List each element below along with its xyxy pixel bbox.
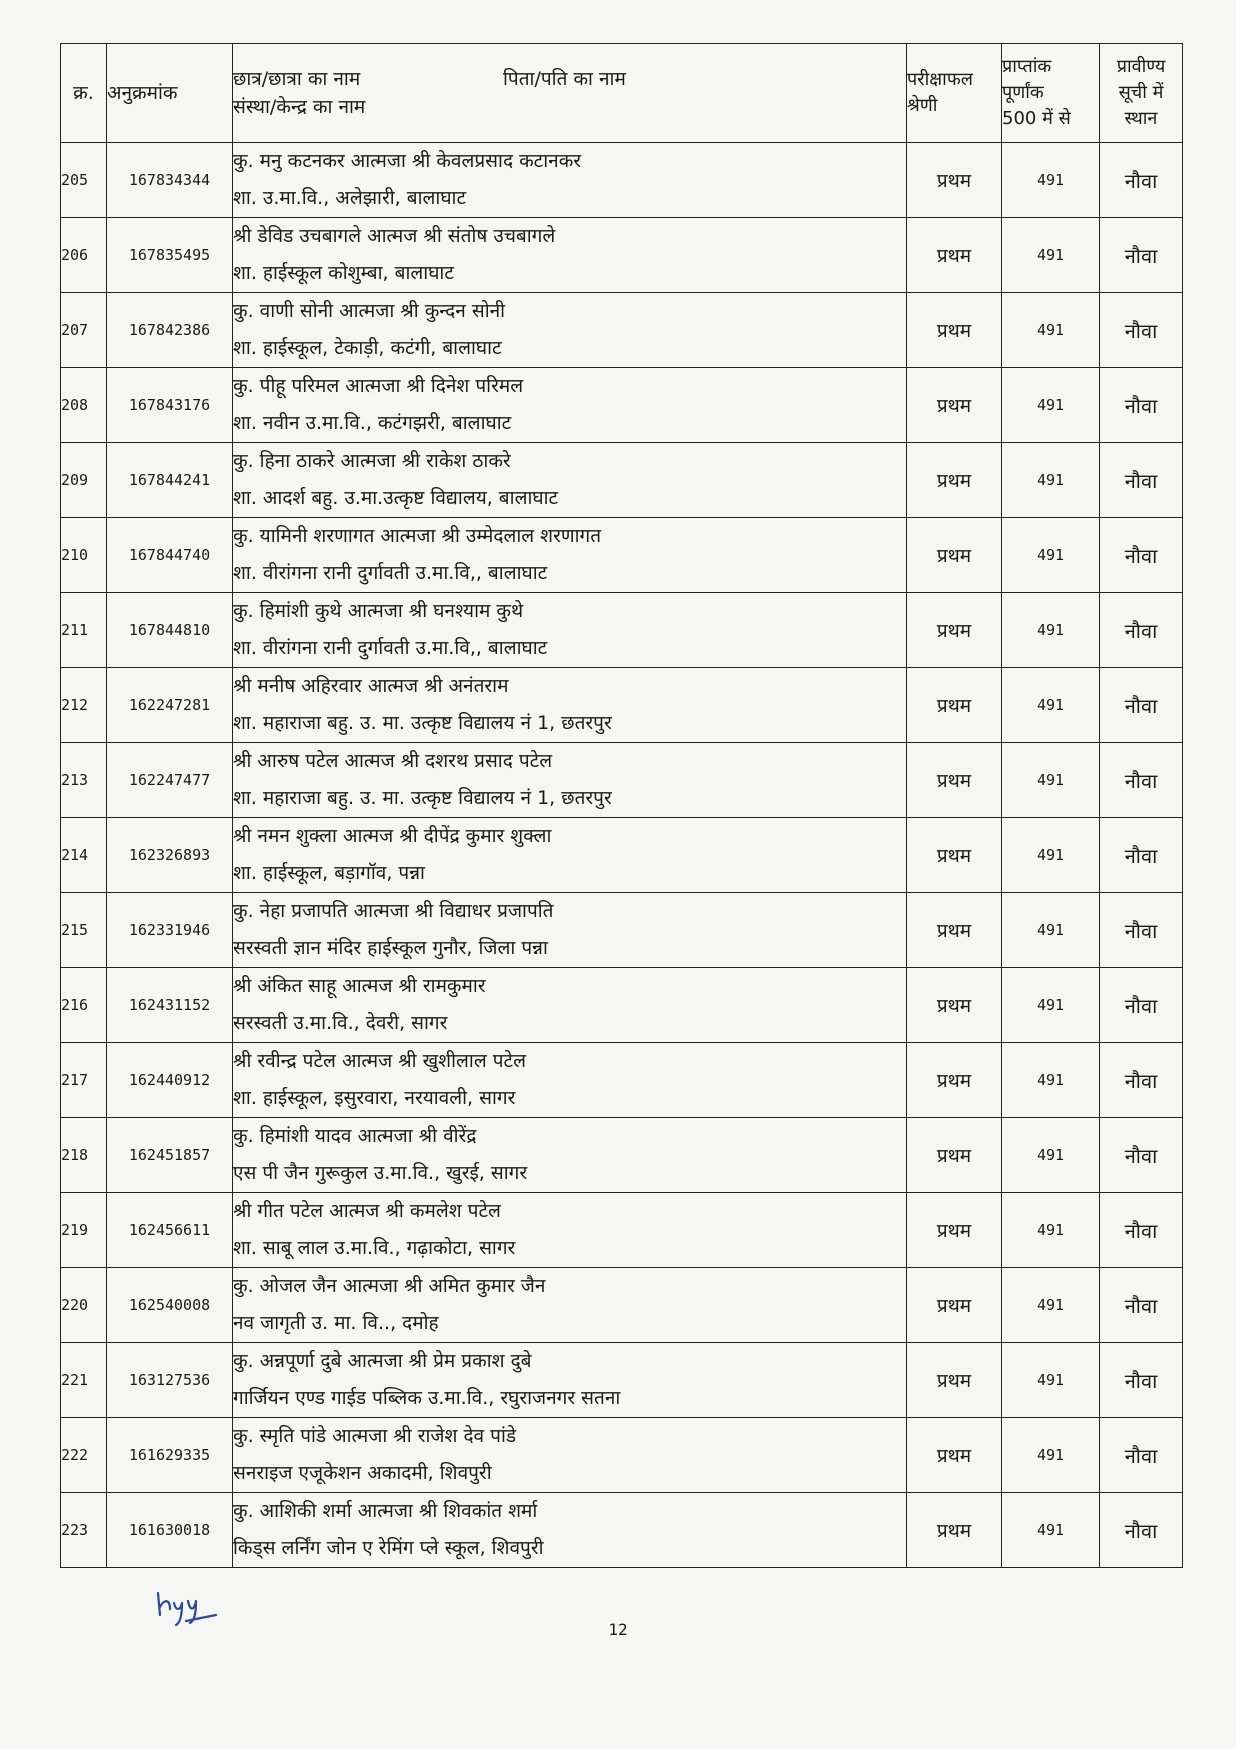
roll-number-cell: 167844241 xyxy=(107,443,233,518)
marks-cell: 491 xyxy=(1002,893,1100,968)
student-name-line: कु. यामिनी शरणागत आत्मजा श्री उम्मेदलाल शरणागत xyxy=(233,525,602,547)
rank-cell: नौवा xyxy=(1100,518,1183,593)
rank-cell: नौवा xyxy=(1100,1493,1183,1568)
serial-cell: 215 xyxy=(61,893,107,968)
division-cell: प्रथम xyxy=(907,293,1002,368)
rank-cell: नौवा xyxy=(1100,593,1183,668)
rank-cell: नौवा xyxy=(1100,443,1183,518)
rank-cell: नौवा xyxy=(1100,743,1183,818)
name-cell xyxy=(233,518,907,593)
roll-number-cell: 162247281 xyxy=(107,668,233,743)
division-cell: प्रथम xyxy=(907,1493,1002,1568)
student-name-line: कु. ओजल जैन आत्मजा श्री अमित कुमार जैन xyxy=(233,1275,546,1297)
name-cell xyxy=(233,293,907,368)
header-row xyxy=(61,44,1183,143)
name-cell xyxy=(233,1493,907,1568)
serial-cell: 222 xyxy=(61,1418,107,1493)
header-rank-line3: स्थान xyxy=(1124,108,1158,129)
rank-cell: नौवा xyxy=(1100,1043,1183,1118)
division-cell: प्रथम xyxy=(907,593,1002,668)
marks-cell: 491 xyxy=(1002,743,1100,818)
division-cell: प्रथम xyxy=(907,518,1002,593)
roll-number-cell: 167842386 xyxy=(107,293,233,368)
serial-cell: 211 xyxy=(61,593,107,668)
table-row xyxy=(61,1268,1183,1343)
serial-cell: 218 xyxy=(61,1118,107,1193)
rank-cell: नौवा xyxy=(1100,143,1183,218)
serial-cell: 212 xyxy=(61,668,107,743)
header-division-line2: श्रेणी xyxy=(907,95,938,116)
student-name-line: कु. हिमांशी यादव आत्मजा श्री वीरेंद्र xyxy=(233,1125,477,1147)
marks-cell: 491 xyxy=(1002,518,1100,593)
student-name-line: श्री मनीष अहिरवार आत्मज श्री अनंतराम xyxy=(233,675,509,697)
header-name-row xyxy=(233,65,906,93)
marks-cell: 491 xyxy=(1002,1418,1100,1493)
name-cell xyxy=(233,1343,907,1418)
table-row xyxy=(61,743,1183,818)
roll-number-cell: 161629335 xyxy=(107,1418,233,1493)
student-name-line: कु. नेहा प्रजापति आत्मजा श्री विद्याधर प्रजापति xyxy=(233,900,554,922)
roll-number-cell: 162456611 xyxy=(107,1193,233,1268)
table-row xyxy=(61,1418,1183,1493)
roll-number-cell: 167844810 xyxy=(107,593,233,668)
header-marks-line3: 500 में से xyxy=(1002,108,1071,129)
serial-cell: 221 xyxy=(61,1343,107,1418)
rank-cell: नौवा xyxy=(1100,1418,1183,1493)
roll-number-cell: 162431152 xyxy=(107,968,233,1043)
table-row xyxy=(61,293,1183,368)
serial-cell: 208 xyxy=(61,368,107,443)
serial-cell: 217 xyxy=(61,1043,107,1118)
name-cell xyxy=(233,443,907,518)
marks-cell: 491 xyxy=(1002,1343,1100,1418)
student-name-line: कु. अन्नपूर्णा दुबे आत्मजा श्री प्रेम प्रकाश दुबे xyxy=(233,1350,532,1372)
school-name-line: शा. महाराजा बहु. उ. मा. उत्कृष्ट विद्यालय नं 1, छतरपुर xyxy=(233,712,612,734)
roll-number-cell: 162440912 xyxy=(107,1043,233,1118)
rank-cell: नौवा xyxy=(1100,293,1183,368)
serial-cell: 219 xyxy=(61,1193,107,1268)
serial-cell: 223 xyxy=(61,1493,107,1568)
header-marks xyxy=(1002,44,1100,143)
name-cell xyxy=(233,1268,907,1343)
student-name-line: कु. मनु कटनकर आत्मजा श्री केवलप्रसाद कटानकर xyxy=(233,150,582,172)
header-serial-label: क्र. xyxy=(73,82,94,104)
roll-number-cell: 167843176 xyxy=(107,368,233,443)
student-name-line: कु. आशिकी शर्मा आत्मजा श्री शिवकांत शर्मा xyxy=(233,1500,538,1522)
table-row xyxy=(61,968,1183,1043)
header-rank-line2: सूची में xyxy=(1118,82,1164,103)
table-row xyxy=(61,1343,1183,1418)
school-name-line: शा. वीरांगना रानी दुर्गावती उ.मा.वि,, बालाघाट xyxy=(233,562,548,584)
serial-cell: 206 xyxy=(61,218,107,293)
serial-cell: 209 xyxy=(61,443,107,518)
name-cell xyxy=(233,1118,907,1193)
school-name-line: शा. हाईस्कूल, बड़ागॉव, पन्ना xyxy=(233,862,425,884)
school-name-line: शा. नवीन उ.मा.वि., कटंगझरी, बालाघाट xyxy=(233,412,512,434)
division-cell: प्रथम xyxy=(907,1193,1002,1268)
school-name-line: एस पी जैन गुरूकुल उ.मा.वि., खुरई, सागर xyxy=(233,1162,528,1184)
school-name-line: शा. हाईस्कूल, इसुरवारा, नरयावली, सागर xyxy=(233,1087,516,1109)
marks-cell: 491 xyxy=(1002,1493,1100,1568)
school-name-line: किड्स लर्निंग जोन ए रेमिंग प्ले स्कूल, शिवपुरी xyxy=(233,1537,544,1559)
student-name-line: कु. वाणी सोनी आत्मजा श्री कुन्दन सोनी xyxy=(233,300,506,322)
school-name-line: शा. साबू लाल उ.मा.वि., गढ़ाकोटा, सागर xyxy=(233,1237,516,1259)
roll-number-cell: 162540008 xyxy=(107,1268,233,1343)
roll-number-cell: 167835495 xyxy=(107,218,233,293)
serial-cell: 216 xyxy=(61,968,107,1043)
division-cell: प्रथम xyxy=(907,1043,1002,1118)
school-name-line: शा. आदर्श बहु. उ.मा.उत्कृष्ट विद्यालय, बालाघाट xyxy=(233,487,559,509)
table-row xyxy=(61,368,1183,443)
serial-cell: 214 xyxy=(61,818,107,893)
table-row xyxy=(61,1118,1183,1193)
table-row xyxy=(61,818,1183,893)
serial-cell: 207 xyxy=(61,293,107,368)
division-cell: प्रथम xyxy=(907,1418,1002,1493)
marks-cell: 491 xyxy=(1002,593,1100,668)
table-body xyxy=(61,143,1183,1568)
rank-cell: नौवा xyxy=(1100,218,1183,293)
table-row xyxy=(61,518,1183,593)
header-marks-line2: पूर्णांक xyxy=(1002,82,1044,103)
rank-cell: नौवा xyxy=(1100,668,1183,743)
school-name-line: सरस्वती ज्ञान मंदिर हाईस्कूल गुनौर, जिला पन्ना xyxy=(233,937,548,959)
student-name-line: श्री आरुष पटेल आत्मज श्री दशरथ प्रसाद पटेल xyxy=(233,750,553,772)
division-cell: प्रथम xyxy=(907,668,1002,743)
marks-cell: 491 xyxy=(1002,443,1100,518)
student-name-line: श्री गीत पटेल आत्मज श्री कमलेश पटेल xyxy=(233,1200,501,1222)
student-name-line: कु. हिना ठाकरे आत्मजा श्री राकेश ठाकरे xyxy=(233,450,511,472)
name-cell xyxy=(233,668,907,743)
school-name-line: गार्जियन एण्ड गाईड पब्लिक उ.मा.वि., रघुराजनगर सतना xyxy=(233,1387,621,1409)
name-cell xyxy=(233,743,907,818)
school-name-line: नव जागृती उ. मा. वि.., दमोह xyxy=(233,1312,439,1334)
division-cell: प्रथम xyxy=(907,893,1002,968)
header-name xyxy=(233,44,907,143)
roll-number-cell: 163127536 xyxy=(107,1343,233,1418)
name-cell xyxy=(233,143,907,218)
marks-cell: 491 xyxy=(1002,293,1100,368)
marks-cell: 491 xyxy=(1002,1268,1100,1343)
marks-cell: 491 xyxy=(1002,143,1100,218)
marks-cell: 491 xyxy=(1002,1118,1100,1193)
rank-cell: नौवा xyxy=(1100,818,1183,893)
header-marks-line1: प्राप्तांक xyxy=(1002,56,1052,77)
table-row xyxy=(61,218,1183,293)
marks-cell: 491 xyxy=(1002,668,1100,743)
marks-cell: 491 xyxy=(1002,1043,1100,1118)
roll-number-cell: 162331946 xyxy=(107,893,233,968)
table-header xyxy=(61,44,1183,143)
division-cell: प्रथम xyxy=(907,368,1002,443)
roll-number-cell: 162326893 xyxy=(107,818,233,893)
roll-number-cell: 167834344 xyxy=(107,143,233,218)
rank-cell: नौवा xyxy=(1100,1268,1183,1343)
school-name-line: शा. वीरांगना रानी दुर्गावती उ.मा.वि,, बालाघाट xyxy=(233,637,548,659)
name-cell xyxy=(233,1043,907,1118)
header-student-name: छात्र/छात्रा का नाम xyxy=(233,68,361,90)
serial-cell: 220 xyxy=(61,1268,107,1343)
student-name-line: कु. पीहू परिमल आत्मजा श्री दिनेश परिमल xyxy=(233,375,524,397)
name-cell xyxy=(233,368,907,443)
division-cell: प्रथम xyxy=(907,818,1002,893)
division-cell: प्रथम xyxy=(907,218,1002,293)
rank-cell: नौवा xyxy=(1100,893,1183,968)
school-name-line: शा. हाईस्कूल, टेकाड़ी, कटंगी, बालाघाट xyxy=(233,337,502,359)
roll-number-cell: 167844740 xyxy=(107,518,233,593)
roll-number-cell: 162247477 xyxy=(107,743,233,818)
table-row xyxy=(61,893,1183,968)
roll-number-cell: 162451857 xyxy=(107,1118,233,1193)
rank-cell: नौवा xyxy=(1100,1118,1183,1193)
table-row xyxy=(61,593,1183,668)
school-name-line: शा. महाराजा बहु. उ. मा. उत्कृष्ट विद्यालय नं 1, छतरपुर xyxy=(233,787,612,809)
rank-cell: नौवा xyxy=(1100,1193,1183,1268)
school-name-line: शा. हाईस्कूल कोशुम्बा, बालाघाट xyxy=(233,262,454,284)
header-division xyxy=(907,44,1002,143)
serial-cell: 205 xyxy=(61,143,107,218)
marks-cell: 491 xyxy=(1002,818,1100,893)
student-name-line: श्री रवीन्द्र पटेल आत्मज श्री खुशीलाल पटेल xyxy=(233,1050,526,1072)
header-rank-line1: प्रावीण्य xyxy=(1116,56,1166,77)
student-name-line: श्री अंकित साहू आत्मज श्री रामकुमार xyxy=(233,975,486,997)
division-cell: प्रथम xyxy=(907,443,1002,518)
division-cell: प्रथम xyxy=(907,743,1002,818)
division-cell: प्रथम xyxy=(907,1268,1002,1343)
header-roll-no xyxy=(107,44,233,143)
rank-cell: नौवा xyxy=(1100,1343,1183,1418)
division-cell: प्रथम xyxy=(907,968,1002,1043)
header-roll-label: अनुक्रमांक xyxy=(107,82,178,104)
name-cell xyxy=(233,893,907,968)
school-name-line: शा. उ.मा.वि., अलेझारी, बालाघाट xyxy=(233,187,467,209)
marks-cell: 491 xyxy=(1002,368,1100,443)
marks-cell: 491 xyxy=(1002,1193,1100,1268)
division-cell: प्रथम xyxy=(907,1118,1002,1193)
rank-cell: नौवा xyxy=(1100,368,1183,443)
header-institution: संस्था/केन्द्र का नाम xyxy=(233,96,366,118)
table-row xyxy=(61,143,1183,218)
serial-cell: 210 xyxy=(61,518,107,593)
name-cell xyxy=(233,818,907,893)
division-cell: प्रथम xyxy=(907,143,1002,218)
table-row xyxy=(61,1493,1183,1568)
merit-list-table xyxy=(60,43,1183,1568)
table-row xyxy=(61,443,1183,518)
student-name-line: कु. हिमांशी कुथे आत्मजा श्री घनश्याम कुथे xyxy=(233,600,524,622)
header-father-name: पिता/पति का नाम xyxy=(503,68,626,90)
division-cell: प्रथम xyxy=(907,1343,1002,1418)
header-division-line1: परीक्षाफल xyxy=(907,69,973,90)
roll-number-cell: 161630018 xyxy=(107,1493,233,1568)
student-name-line: श्री नमन शुक्ला आत्मज श्री दीपेंद्र कुमार शुक्ला xyxy=(233,825,552,847)
header-serial xyxy=(61,44,107,143)
rank-cell: नौवा xyxy=(1100,968,1183,1043)
name-cell xyxy=(233,968,907,1043)
serial-cell: 213 xyxy=(61,743,107,818)
name-cell xyxy=(233,1193,907,1268)
student-name-line: कु. स्मृति पांडे आत्मजा श्री राजेश देव पांडे xyxy=(233,1425,517,1447)
student-name-line: श्री डेविड उचबागले आत्मज श्री संतोष उचबागले xyxy=(233,225,556,247)
marks-cell: 491 xyxy=(1002,218,1100,293)
name-cell xyxy=(233,1418,907,1493)
school-name-line: सरस्वती उ.मा.वि., देवरी, सागर xyxy=(233,1012,448,1034)
table-row xyxy=(61,1043,1183,1118)
marks-cell: 491 xyxy=(1002,968,1100,1043)
page-number: 12 xyxy=(608,1620,628,1639)
table-row xyxy=(61,1193,1183,1268)
header-rank xyxy=(1100,44,1183,143)
name-cell xyxy=(233,593,907,668)
table-row xyxy=(61,668,1183,743)
name-cell xyxy=(233,218,907,293)
school-name-line: सनराइज एजूकेशन अकादमी, शिवपुरी xyxy=(233,1462,492,1484)
